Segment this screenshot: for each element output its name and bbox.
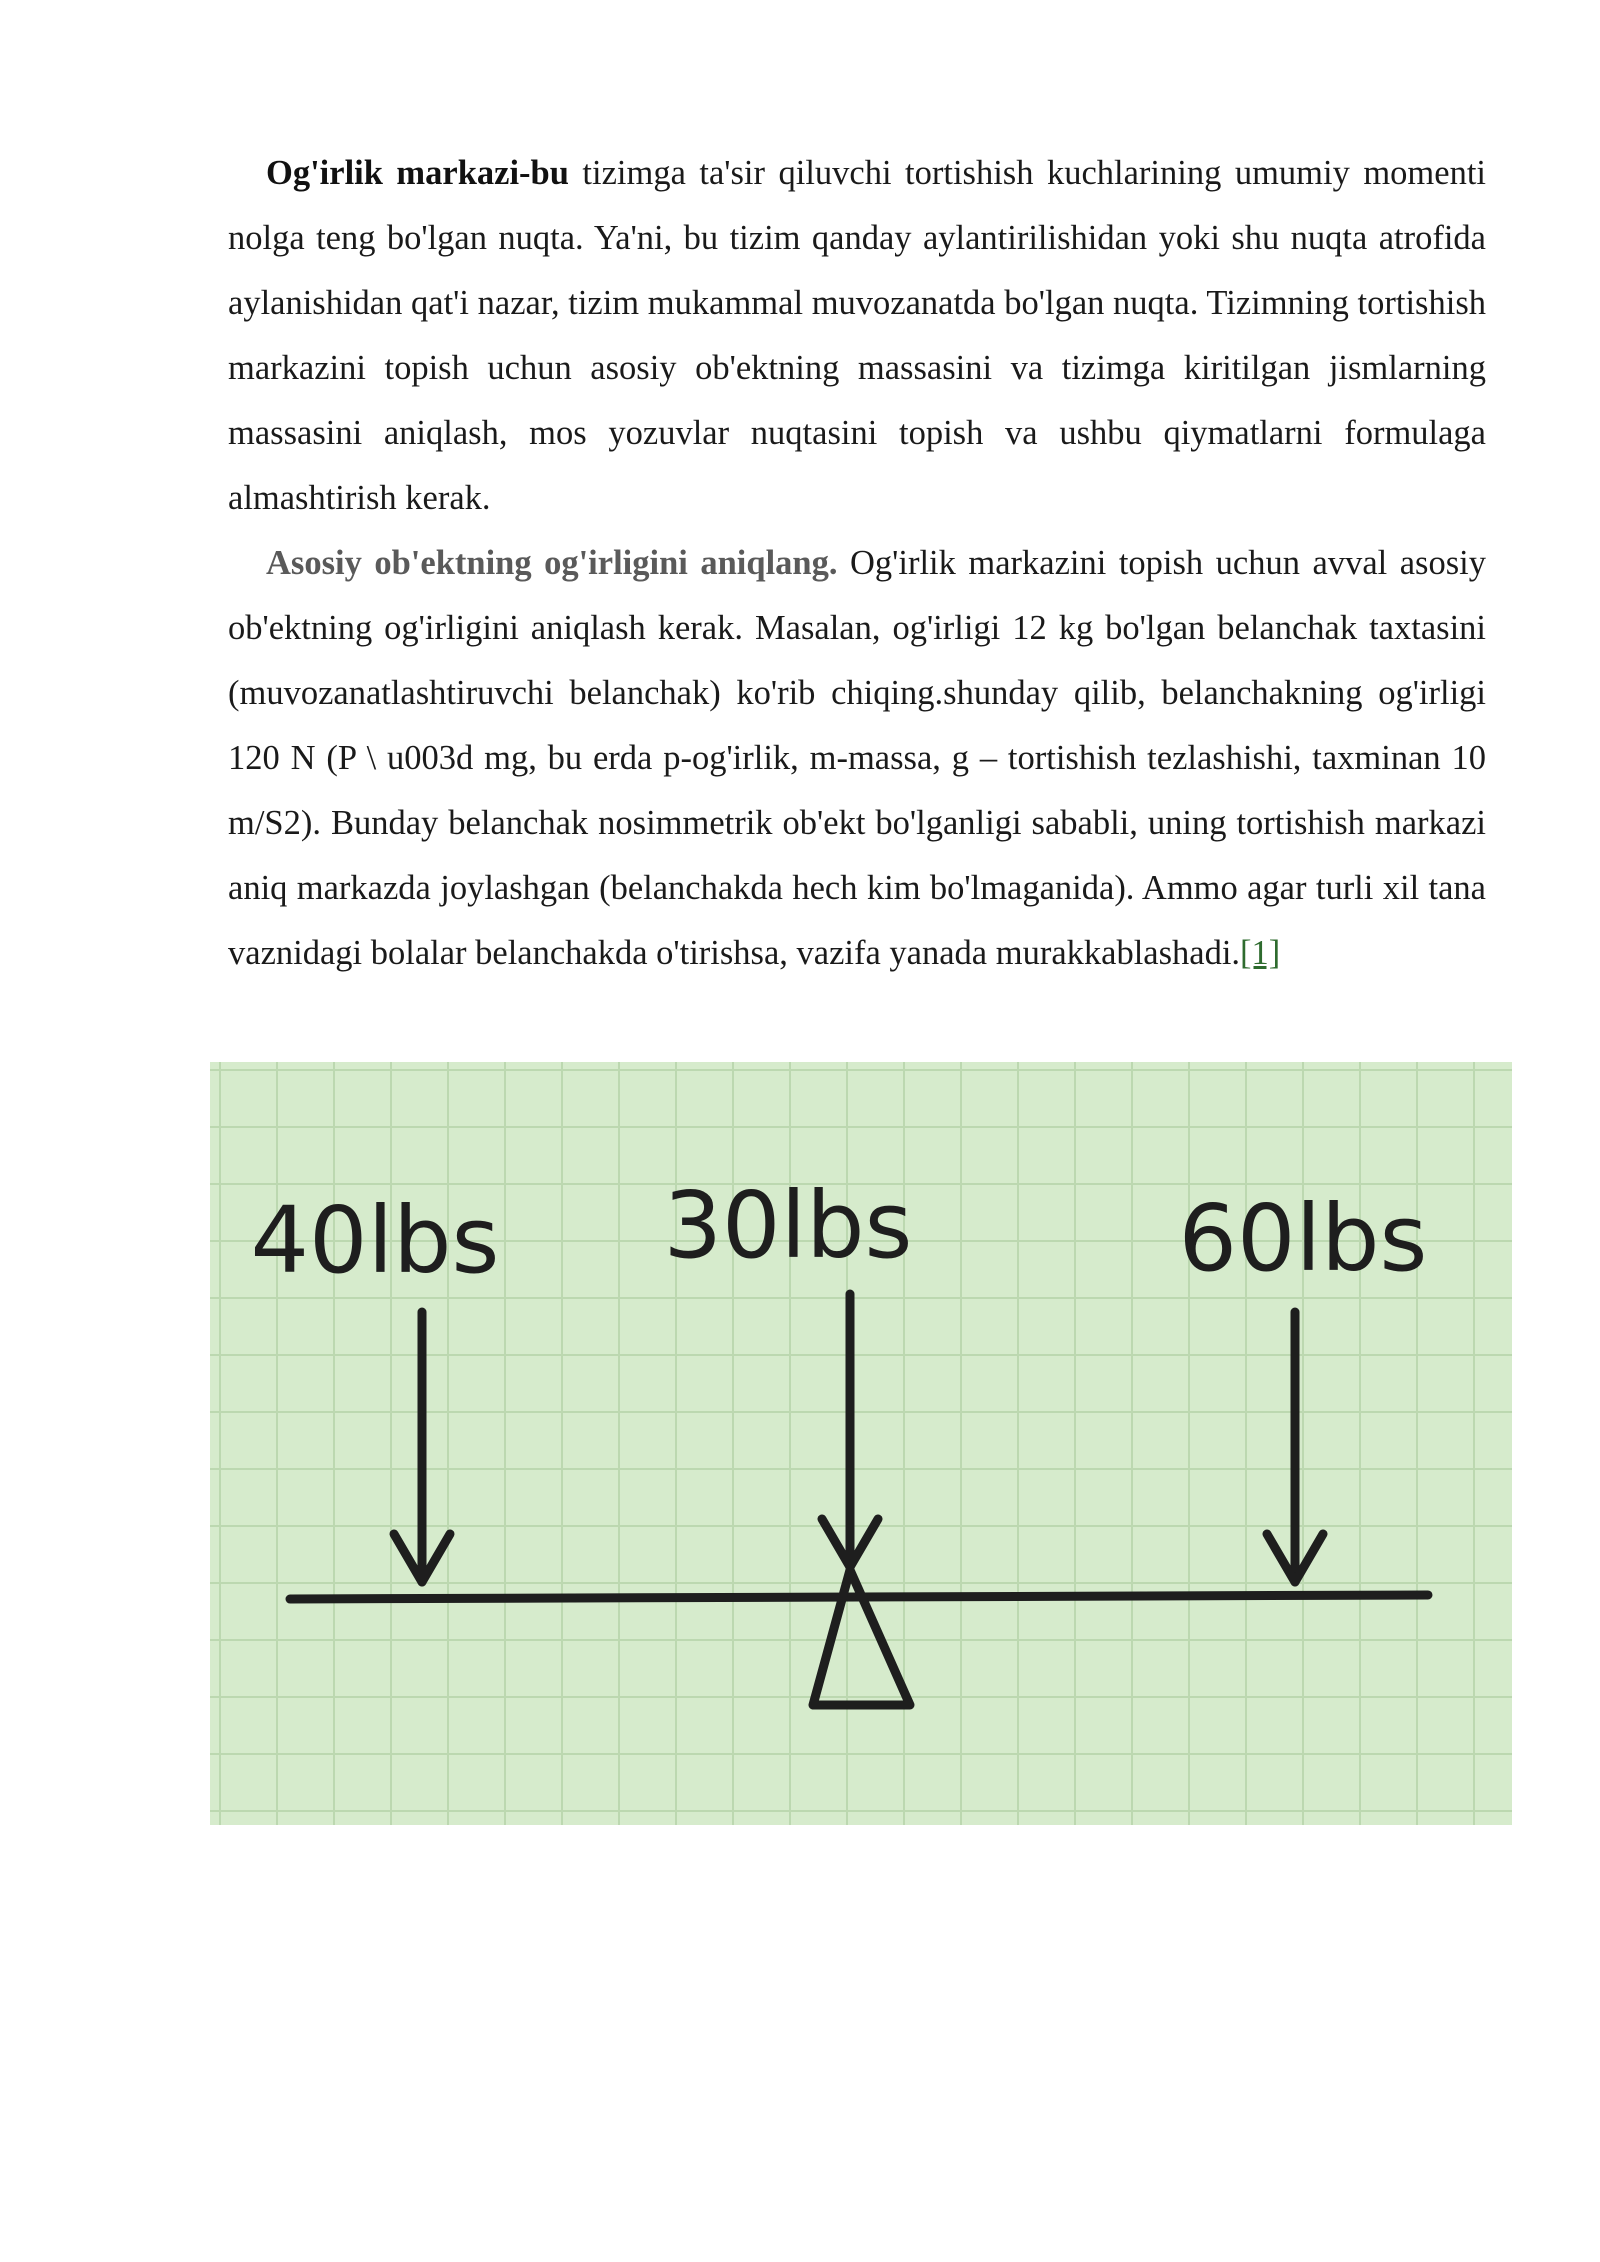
paragraph-definition [228,141,1486,531]
weight-label-2: 30lbs [663,1172,913,1279]
text-block [228,141,1486,986]
term-center-of-gravity: Og'irlik markazi-bu [266,154,569,192]
seesaw-figure [210,1062,1512,1825]
weight-label-1: 40lbs [250,1187,500,1294]
paragraph-main-object-weight [228,531,1486,986]
paragraph-body: Og'irlik markazini topish uchun avval asosiy ob'ektning og'irligini aniqlash kerak. Masalan, og'irligi 12 kg bo'lgan belanchak taxtasini (muvozanatlashtiruvchi belanchak) ko'rib chiqing.shunday qilib, belanchakning og'irligi 120 N (P \ u003d mg, bu erda p-og'irlik, m-massa, g – tortishish tezlashishi, taxminan 10 m/S2). Bunday belanchak nosimmetrik ob'ekt bo'lganligi sababli, uning tortishish markazi aniq markazda joylashgan (belanchakda hech kim bo'lmaganida). Ammo agar turli xil tana vaznidagi bolalar belanchakda o'tirishsa, vazifa yanada murakkablashadi. [228,544,1486,972]
weight-label-3: 60lbs [1178,1185,1428,1292]
term-main-object-weight: Asosiy ob'ektning og'irligini aniqlang. [266,544,838,582]
seesaw-illustration [210,1062,1512,1825]
paragraph-body: tizimga ta'sir qiluvchi tortishish kuchlarining umumiy momenti nolga teng bo'lgan nuqta. Ya'ni, bu tizim qanday aylantirilishidan yoki shu nuqta atrofida aylanishidan qat'i nazar, tizim mukammal muvozanatda bo'lgan nuqta. Tizimning tortishish markazini topish uchun asosiy ob'ektning massasini va tizimga kiritilgan jismlarning massasini aniqlash, mos yozuvlar nuqtasini topish va ushbu qiymatlarni formulaga almashtirish kerak. [228,154,1486,517]
footnote-reference-link[interactable]: [1] [1240,934,1281,972]
